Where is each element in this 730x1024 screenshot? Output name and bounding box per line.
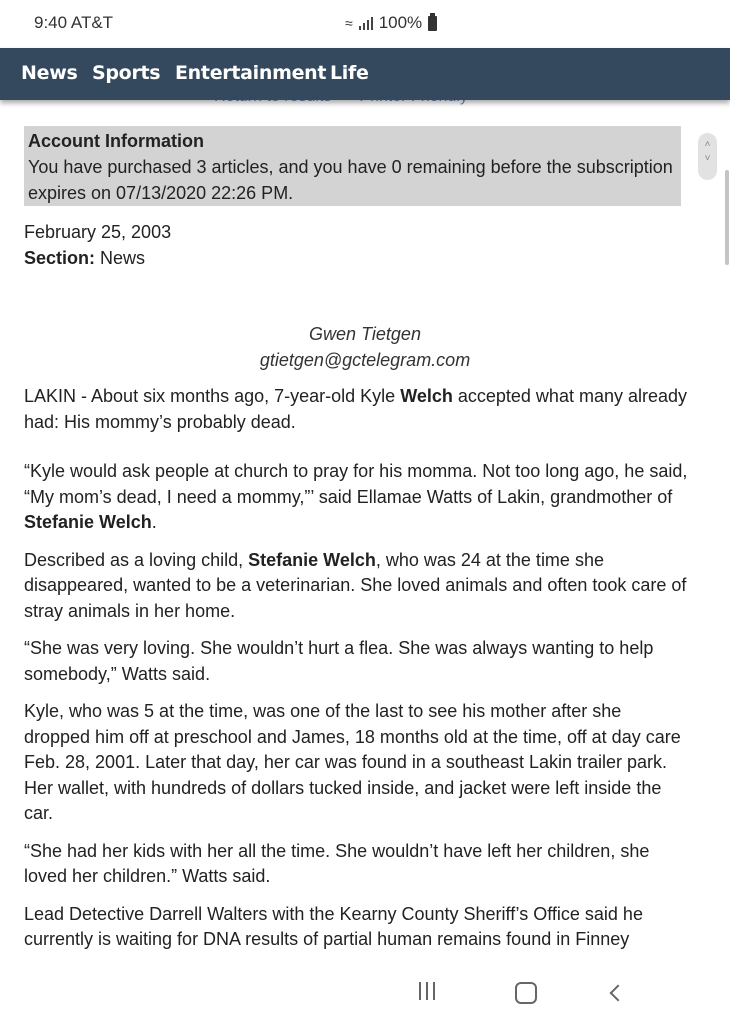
paragraph: Described as a loving child, Stefanie Welch, who was 24 at the time she disappeared, wanted to be a veterinarian. She loved animals and often took care of stray animals in her home. [24, 549, 687, 621]
battery-percent: 100% [378, 13, 423, 32]
nav-life[interactable]: Life [330, 62, 369, 84]
paragraph: Lead Detective Darrell Walters with the Kearny County Sheriff’s Office said he currently is waiting for DNA results of partial human remains found in Finney [24, 903, 643, 949]
status-bar [0, 0, 730, 48]
scroll-handle[interactable]: ˄ ˅ [698, 133, 717, 180]
author-name: Gwen Tietgen [309, 324, 421, 344]
account-information-box [24, 126, 681, 206]
wifi-icon: ≈ [345, 15, 353, 31]
article-body [24, 384, 692, 965]
paragraph: “She had her kids with her all the time. She wouldn’t have left her children, she loved her children.” Watts said. [24, 840, 650, 886]
account-text: You have purchased 3 articles, and you have 0 remaining before the subscription expires on 07/13/2020 22:26 PM. [28, 157, 673, 203]
status-time: 9:40 AT&T [34, 13, 114, 32]
top-navbar [0, 48, 730, 100]
article-date: February 25, 2003 [24, 222, 172, 242]
author-email[interactable]: gtietgen@gctelegram.com [259, 350, 471, 370]
signal-icon [359, 16, 373, 30]
home-icon[interactable] [515, 982, 537, 1004]
section-label: Section: [24, 248, 96, 268]
battery-icon [428, 16, 437, 31]
account-title: Account Information [28, 131, 204, 151]
article-section [24, 245, 171, 271]
article-meta [24, 219, 171, 271]
scrollbar[interactable] [725, 170, 729, 265]
paragraph: “She was very loving. She wouldn’t hurt a flea. She was always wanting to help somebody,” Watts said. [24, 638, 654, 684]
paragraph: “Kyle would ask people at church to pray for his momma. Not too long ago, he said, “My mom’s dead, I need a mommy,”’ said Ellamae Watts of Lakin, grandmother of Stefanie Welch. [24, 461, 688, 532]
paragraph: Kyle, who was 5 at the time, was one of the last to see his mother after she dropped him off at preschool and James, 18 months old at the time, off at day care Feb. 28, 2001. Later that day, her car was found in a southeast Lakin trailer park. Her wallet, with hundreds of dollars tucked inside, and jacket were left inside the car. [24, 701, 681, 823]
recents-icon[interactable] [419, 982, 435, 1000]
paragraph: LAKIN - About six months ago, 7-year-old Kyle Welch accepted what many already had: His mommy’s probably dead. [24, 386, 688, 432]
byline [0, 321, 730, 373]
nav-sports[interactable]: Sports [92, 62, 161, 84]
section-value: News [100, 248, 146, 268]
nav-news[interactable]: News [21, 62, 78, 84]
nav-entertainment[interactable]: Entertainment [175, 62, 327, 84]
status-icons [345, 13, 437, 33]
